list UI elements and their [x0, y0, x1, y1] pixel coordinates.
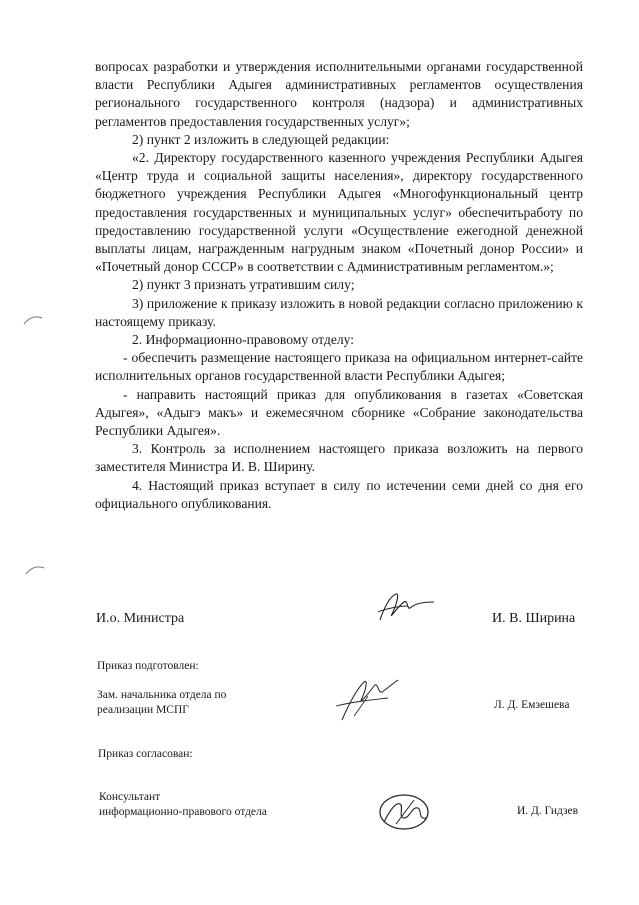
agreed-position-line2: информационно-правового отдела [99, 806, 267, 818]
agreed-heading: Приказ согласован: [98, 748, 193, 760]
agreed-position-line1: Консультант [99, 791, 161, 803]
paragraph-point-3-void: 2) пункт 3 признать утратившим силу; [132, 277, 355, 293]
prepared-name: Л. Д. Емзешева [494, 699, 570, 711]
prepared-position-line1: Зам. начальника отдела по [97, 689, 227, 701]
margin-mark-bottom [24, 562, 46, 576]
paragraph-point-2-edit: 2) пункт 2 изложить в следующей редакции: [132, 131, 390, 147]
prepared-heading: Приказ подготовлен: [97, 660, 199, 672]
signatory-title: И.о. Министра [96, 611, 185, 626]
paragraph-effective-date: 4. Настоящий приказ вступает в силу по истечении семи дней со дня его официального опубликования. [95, 477, 583, 511]
paragraph-publish-site: - обеспечить размещение настоящего приказа на официальном интернет-сайте исполнительных органов государственной власти Республики Адыгея; [95, 350, 583, 384]
order-body [95, 58, 583, 513]
paragraph-regulations: вопросах разработки и утверждения исполнительными органами государственной власти Республики Адыгея административных регламентов осуществления регионального государственного контроля (надзора) и административных регламентов предоставления государственных услуг»; [95, 59, 583, 129]
agreed-name: И. Д. Гидзев [517, 805, 579, 817]
paragraph-appendix: 3) приложение к приказу изложить в новой редакции согласно приложению к настоящему приказу. [95, 295, 583, 329]
agreed-signature [374, 790, 436, 836]
margin-mark-top [22, 312, 44, 326]
signatory-name: И. В. Ширина [492, 611, 576, 626]
paragraph-point-2-text: «2. Директору государственного казенного учреждения Республики Адыгея «Центр труда и социальной защиты населения», директору государственного бюджетного учреждения Республики Адыгея «Многофункциональный центр предоставления государственных и муниципальных услуг» обеспечитьработу по предоставлению государственной услуги «Осуществление ежегодной денежной выплаты лицам, награжденным нагрудным знаком «Почетный донор России» и «Почетный донор СССР» в соответствии с Административным регламентом.»; [95, 150, 583, 275]
prepared-position-line2: реализации МСПГ [97, 704, 189, 716]
paragraph-control: 3. Контроль за исполнением настоящего приказа возложить на первого заместителя Министра И. В. Ширину. [95, 441, 583, 475]
paragraph-legal-dept: 2. Информационно-правовому отделу: [132, 332, 355, 348]
paragraph-publish-newspapers: - направить настоящий приказ для опубликования в газетах «Советская Адыгея», «Адыгэ макъ» и ежемесячном сборнике «Собрание законодательства Республики Адыгея». [95, 386, 583, 439]
minister-signature [374, 590, 438, 624]
prepared-signature [334, 676, 404, 726]
